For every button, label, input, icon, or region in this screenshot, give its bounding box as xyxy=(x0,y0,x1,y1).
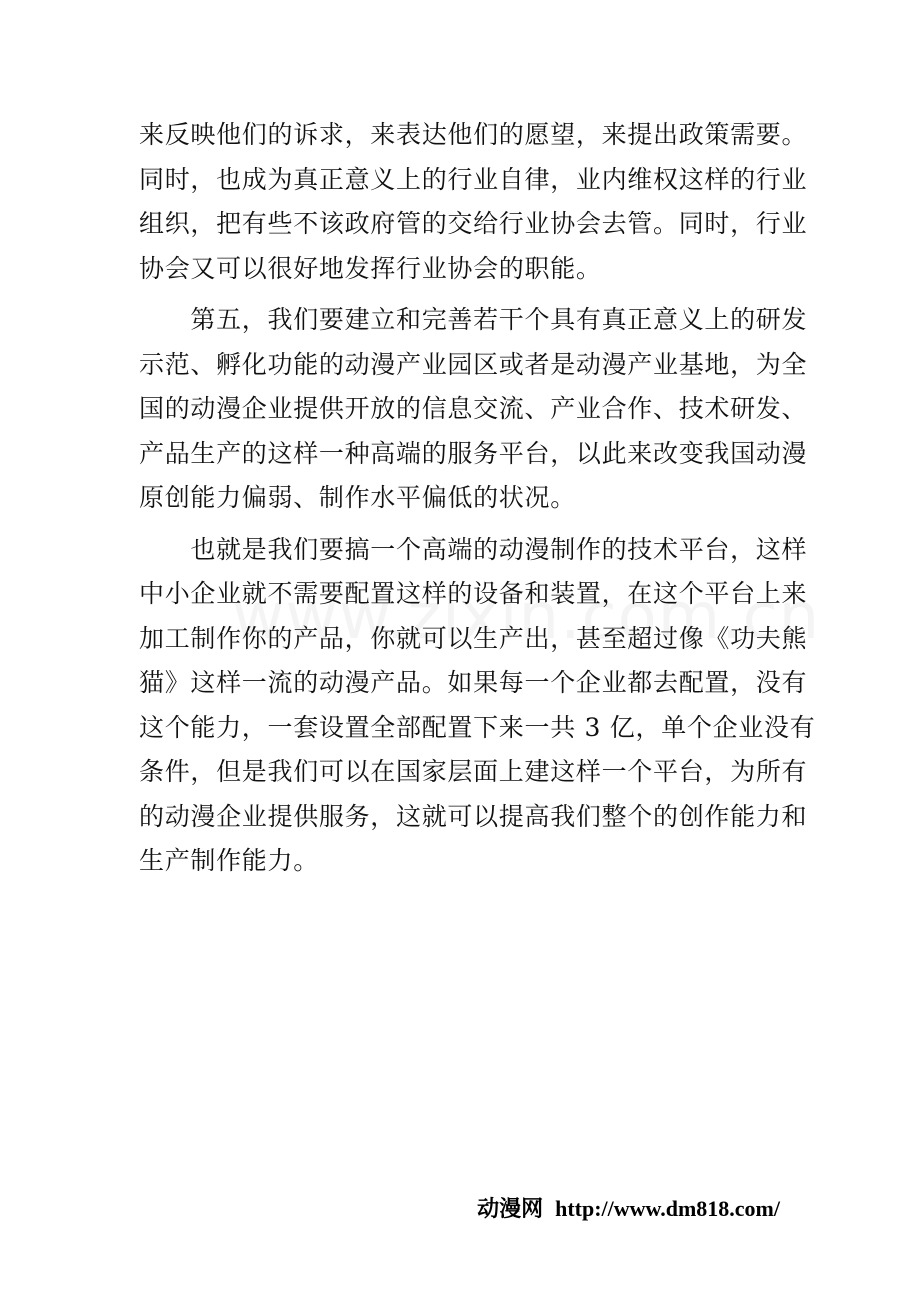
text-line: 原创能力偏弱、制作水平偏低的状况。 xyxy=(139,483,576,512)
footer xyxy=(477,1192,780,1223)
footer-site-name: 动漫网 xyxy=(477,1196,544,1221)
text-line: 组织，把有些不该政府管的交给行业协会去管。同时，行业 xyxy=(139,209,808,238)
text-line: 示范、孵化功能的动漫产业园区或者是动漫产业基地，为全 xyxy=(139,349,808,379)
text-line: 的动漫企业提供服务，这就可以提高我们整个的创作能力和 xyxy=(139,801,808,831)
text-line: 条件，但是我们可以在国家层面上建这样一个平台，为所有 xyxy=(139,757,808,786)
footer-url-link[interactable]: http://www.dm818.com/ xyxy=(555,1196,780,1221)
paragraph-1 xyxy=(139,113,808,291)
text-line: 协会又可以很好地发挥行业协会的职能。 xyxy=(139,253,602,283)
text-line: 加工制作你的产品，你就可以生产出，甚至超过像《功夫熊 xyxy=(139,623,808,653)
text-line: 国的动漫企业提供开放的信息交流、产业合作、技术研发、 xyxy=(139,394,808,423)
text-line: 也就是我们要搞一个高端的动漫制作的技术平台，这样 xyxy=(139,534,808,564)
body-text xyxy=(139,113,816,884)
text-line: 来反映他们的诉求，来表达他们的愿望，来提出政策需要。 xyxy=(139,120,808,149)
text-line: 生产制作能力。 xyxy=(139,846,319,875)
text-line: 同时，也成为真正意义上的行业自律，业内维权这样的行业 xyxy=(139,164,808,194)
text-line: 这个能力，一套设置全部配置下来一共 3 亿，单个企业没有 xyxy=(139,712,816,742)
text-line: 中小企业就不需要配置这样的设备和装置，在这个平台上来 xyxy=(139,579,808,608)
text-line: 产品生产的这样一种高端的服务平台，以此来改变我国动漫 xyxy=(139,438,808,468)
text-line: 猫》这样一流的动漫产品。如果每一个企业都去配置，没有 xyxy=(139,668,808,697)
text-line: 第五，我们要建立和完善若干个具有真正意义上的研发 xyxy=(139,305,808,334)
paragraph-2 xyxy=(139,298,808,521)
paragraph-3 xyxy=(139,528,816,884)
